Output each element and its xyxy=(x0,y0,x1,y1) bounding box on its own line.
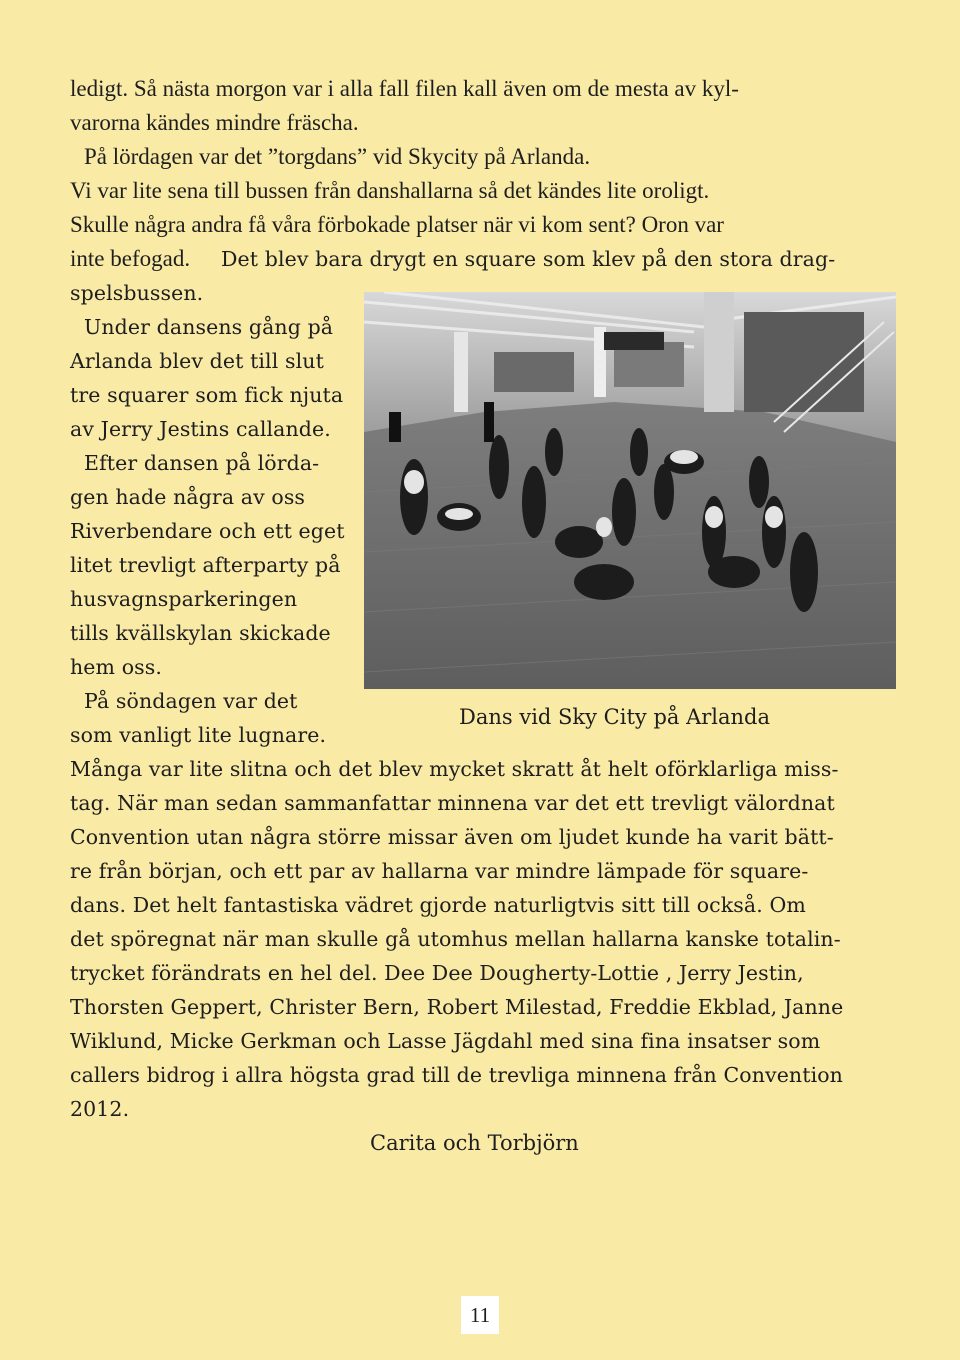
text-line: Det blev bara drygt en square som klev på den stora drag- xyxy=(221,247,836,271)
text-line: ledigt. Så nästa morgon var i alla fall filen kall även om de mesta av kyl- xyxy=(70,76,739,101)
text-line: re från början, och ett par av hallarna var mindre lämpade för square- xyxy=(70,859,809,883)
text-line: Vi var lite sena till bussen från danshallarna så det kändes lite oroligt. xyxy=(70,178,710,203)
page-number: 11 xyxy=(461,1296,499,1334)
dance-photo-illustration xyxy=(364,292,896,689)
text-line: inte befogad. xyxy=(70,246,191,271)
signature: Carita och Torbjörn xyxy=(370,1131,579,1155)
text-line: 2012. xyxy=(70,1097,130,1121)
text-line: husvagnsparkeringen xyxy=(70,587,298,611)
photo-caption: Dans vid Sky City på Arlanda xyxy=(459,705,771,729)
text-line: tills kvällskylan skickade xyxy=(70,621,331,645)
text-line: callers bidrog i allra högsta grad till de trevliga minnena från Convention xyxy=(70,1063,843,1087)
text-line: På söndagen var det xyxy=(84,689,298,713)
text-line: Arlanda blev det till slut xyxy=(70,349,324,373)
text-line: Riverbendare och ett eget xyxy=(70,519,345,543)
text-line: trycket förändrats en hel del. Dee Dee Dougherty-Lottie , Jerry Jestin, xyxy=(70,961,804,985)
text-line: Wiklund, Micke Gerkman och Lasse Jägdahl med sina fina insatser som xyxy=(70,1029,821,1053)
text-line: Under dansens gång på xyxy=(84,315,334,339)
text-line: tre squarer som fick njuta xyxy=(70,383,344,407)
text-line: av Jerry Jestins callande. xyxy=(70,417,331,441)
text-line: gen hade några av oss xyxy=(70,485,306,509)
text-line: varorna kändes mindre fräscha. xyxy=(70,110,359,135)
text-line: tag. När man sedan sammanfattar minnena var det ett trevligt välordnat xyxy=(70,791,835,815)
text-line: dans. Det helt fantastiska vädret gjorde naturligtvis sitt till också. Om xyxy=(70,893,806,917)
text-line: som vanligt lite lugnare. xyxy=(70,723,327,747)
text-line: På lördagen var det ”torgdans” vid Skycity på Arlanda. xyxy=(84,144,591,169)
text-line: Thorsten Geppert, Christer Bern, Robert Milestad, Freddie Ekblad, Janne xyxy=(70,995,844,1019)
text-line: Skulle några andra få våra förbokade platser när vi kom sent? Oron var xyxy=(70,212,724,237)
text-line: hem oss. xyxy=(70,655,162,679)
text-line: Många var lite slitna och det blev mycket skratt åt helt oförklarliga miss- xyxy=(70,757,839,781)
text-line: det spöregnat när man skulle gå utomhus mellan hallarna kanske totalin- xyxy=(70,927,841,951)
text-line: Convention utan några större missar även om ljudet kunde ha varit bätt- xyxy=(70,825,834,849)
text-line: Efter dansen på lörda- xyxy=(84,451,320,475)
dance-photo xyxy=(364,292,896,689)
text-line: spelsbussen. xyxy=(70,281,204,305)
text-line: litet trevligt afterparty på xyxy=(70,553,341,577)
